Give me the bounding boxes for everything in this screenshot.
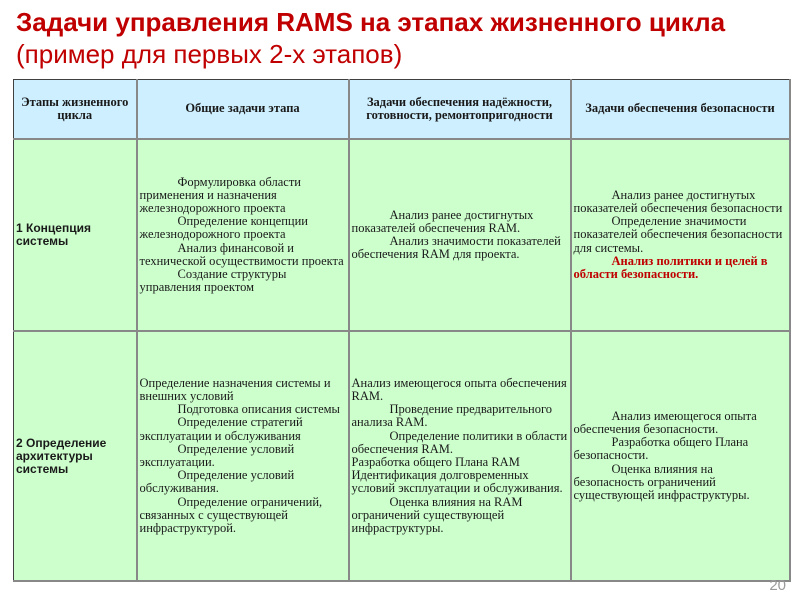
list-item: Анализ ранее достигнутых показателей обеспечения RAM. (351, 207, 534, 235)
header-safety-tasks: Задачи обеспечения безопасности (571, 80, 790, 140)
list-item: Определение стратегий эксплуатации и обслуживания (139, 415, 303, 443)
slide-title-subtitle: (пример для первых 2-х этапов) (16, 39, 403, 69)
list-item: Разработка общего Плана RAM (351, 455, 520, 469)
list-item: Анализ значимости показателей обеспечения RAM для проекта. (351, 234, 561, 262)
list-item: Анализ ранее достигнутых показателей обеспечения безопасности (573, 187, 783, 215)
header-general-tasks: Общие задачи этапа (137, 80, 349, 140)
table-header-row (14, 80, 790, 140)
rams-tasks-table (13, 79, 791, 582)
list-item: Определение политики в области обеспечения RAM. (351, 428, 568, 456)
list-item: Проведение предварительного анализа RAM. (351, 402, 553, 430)
list-item: Оценка влияния на RAM ограничений существующей инфраструктуры. (351, 494, 523, 536)
safety-tasks-cell (571, 331, 790, 581)
rams-tasks-cell (349, 139, 571, 331)
list-item: Анализ финансовой и технической осуществимости проекта (139, 240, 344, 268)
page-number: 20 (769, 577, 786, 594)
list-item: Определение ограничений, связанных с существующей инфраструктурой. (139, 494, 323, 536)
list-item: Оценка влияния на безопасность ограничений существующей инфраструктуры. (573, 461, 750, 502)
general-tasks-cell (137, 331, 349, 581)
table-row (14, 139, 790, 331)
slide-title-main: Задачи управления RAMS на этапах жизненного цикла (16, 7, 726, 37)
rams-tasks-cell (349, 331, 571, 581)
list-item: Определение условий эксплуатации. (139, 441, 295, 469)
list-item: Формулировка области применения и назначения железнодорожного проекта (139, 174, 301, 215)
table-row (14, 331, 790, 581)
safety-tasks-cell (571, 139, 790, 331)
stage-cell: 2 Определение архитектуры системы (14, 331, 137, 581)
list-item: Создание структуры управления проектом (139, 267, 287, 295)
list-item: Определение условий обслуживания. (139, 468, 295, 496)
list-item: Анализ имеющегося опыта обеспечения RAM. (351, 375, 567, 403)
header-rams-tasks: Задачи обеспечения надёжности, готовности, ремонтопригодности (349, 80, 571, 140)
list-item: Определение назначения системы и внешних условий (139, 375, 331, 403)
list-item: Определение концепции железнодорожного проекта (139, 214, 308, 242)
stage-cell: 1 Концепция системы (14, 139, 137, 331)
list-item: Подготовка описания системы (177, 402, 340, 417)
general-tasks-cell (137, 139, 349, 331)
list-item-highlighted: Анализ политики и целей в области безопасности. (573, 253, 768, 281)
slide-title (16, 6, 786, 70)
header-lifecycle-stages: Этапы жизненного цикла (14, 80, 137, 140)
list-item: Идентификация долговременных условий эксплуатации и обслуживания. (351, 468, 563, 496)
list-item: Анализ имеющегося опыта обеспечения безопасности. (573, 408, 757, 436)
list-item: Разработка общего Плана безопасности. (573, 435, 749, 463)
list-item: Определение значимости показателей обеспечения безопасности для системы. (573, 214, 783, 255)
